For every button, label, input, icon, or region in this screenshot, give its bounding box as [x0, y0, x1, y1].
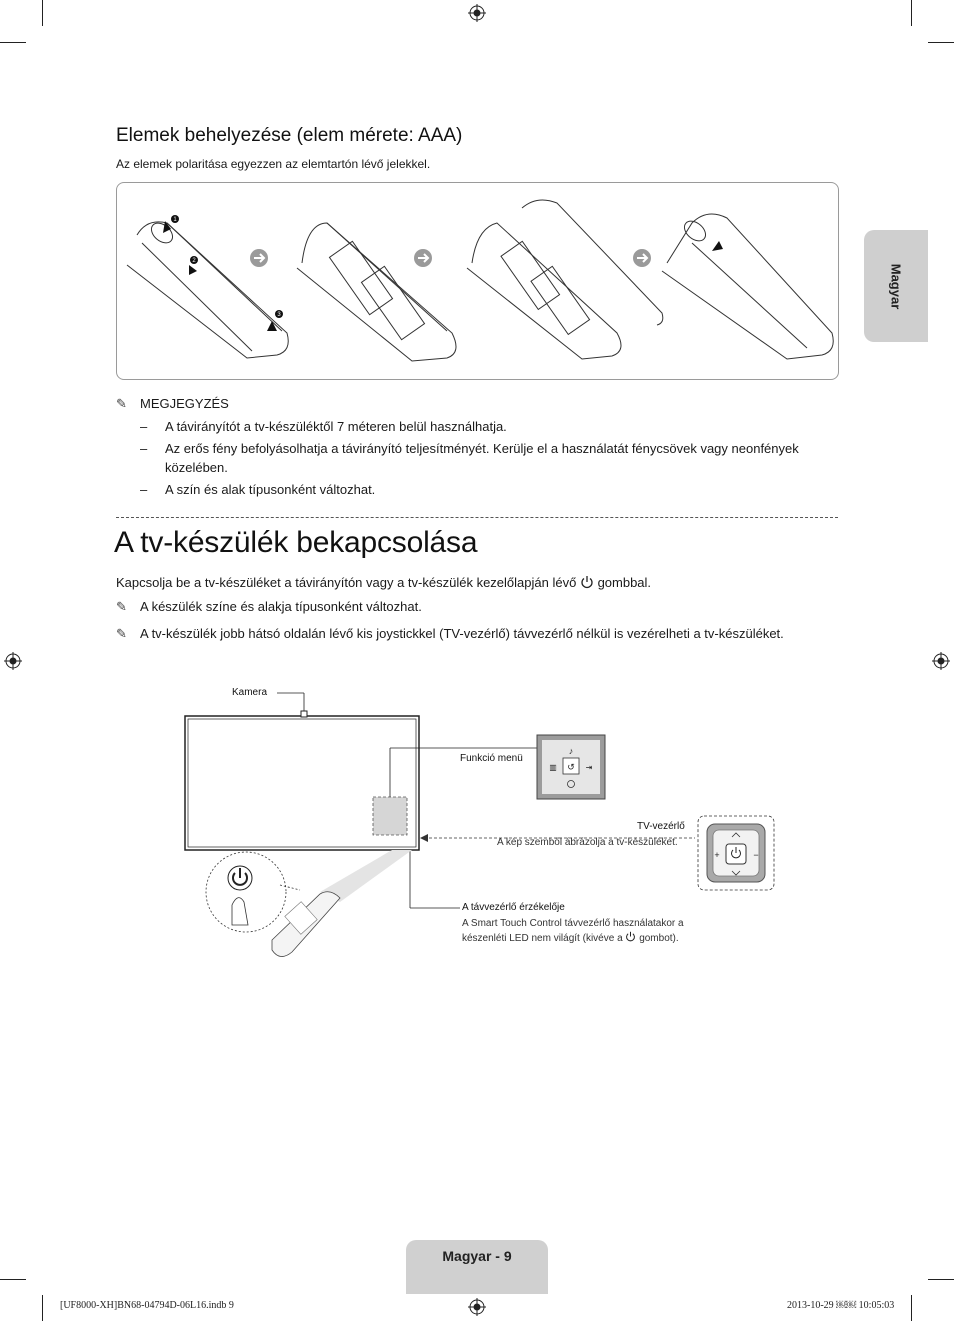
remote-sensor-text-before-icon: készenléti LED nem világít (kivéve a [462, 933, 623, 944]
language-side-tab [864, 230, 928, 342]
note-item-continuation: közelében. [165, 460, 228, 475]
svg-text:♪: ♪ [568, 746, 574, 756]
remote-sensor-label: A távvezérlő érzékelője [462, 902, 565, 913]
power-icon [580, 575, 594, 589]
page-number-tab [406, 1240, 548, 1294]
bullet-dash: – [140, 419, 148, 434]
footer-file-info: [UF8000-XH]BN68-04794D-06L16.indb 9 [60, 1300, 234, 1311]
camera-label: Kamera [232, 687, 268, 698]
battery-insertion-illustration [117, 183, 838, 379]
registration-mark-icon [468, 1298, 486, 1316]
tv-controller-caption: A kép szemből ábrázolja a tv-készüléket. [497, 837, 678, 848]
note-heading: MEGJEGYZÉS [140, 396, 229, 411]
power-intro-text: Kapcsolja be a tv-készüléket a távirányítón vagy a tv-készülék kezelőlapján lévő [116, 575, 577, 590]
battery-section-title: Elemek behelyezése (elem mérete: AAA) [116, 125, 463, 146]
svg-text:▥: ▥ [549, 763, 557, 772]
remote-sensor-text: A Smart Touch Control távvezérlő használatakor a [462, 918, 684, 929]
function-menu-area [373, 797, 407, 835]
page-number: Magyar - 9 [442, 1248, 512, 1264]
crop-mark [911, 1295, 912, 1321]
remote-sensor-text-after-icon: gombot). [639, 933, 679, 944]
next-step-arrow-icon [250, 249, 268, 267]
battery-illustration-panel [116, 182, 839, 380]
camera-icon [301, 711, 307, 717]
crop-mark [42, 1295, 43, 1321]
crop-mark [928, 42, 954, 43]
note-item: A távirányítót a tv-készüléktől 7 méteren belül használhatja. [165, 419, 507, 434]
crop-mark [911, 0, 912, 26]
next-step-arrow-icon [633, 249, 651, 267]
crop-mark [42, 0, 43, 26]
registration-mark-icon [932, 652, 950, 670]
power-intro-text-end: gombbal. [597, 575, 652, 590]
joystick-plus: + [714, 850, 720, 860]
step-number: 2 [192, 258, 196, 264]
battery-section-subtitle: Az elemek polaritása egyezzen az elemtartón lévő jelekkel. [116, 157, 431, 171]
power-icon [625, 931, 636, 942]
crop-mark [928, 1279, 954, 1280]
registration-mark-icon [468, 4, 486, 22]
registration-mark-icon [4, 652, 22, 670]
note-item: A szín és alak típusonként változhat. [165, 482, 376, 497]
power-section-title: A tv-készülék bekapcsolása [114, 526, 478, 559]
svg-text:↺: ↺ [567, 762, 575, 772]
next-step-arrow-icon [414, 249, 432, 267]
svg-text:⇥: ⇥ [585, 763, 593, 772]
note-pencil-icon: ✎ [116, 396, 127, 411]
power-note: A készülék színe és alakja típusonként változhat. [140, 599, 422, 614]
crop-mark [0, 1279, 26, 1280]
footer-timestamp: 2013-10-29 ￼￼ 10:05:03 [787, 1300, 895, 1311]
power-intro [116, 575, 651, 590]
bullet-dash: – [140, 482, 148, 497]
note-item: Az erős fény befolyásolhatja a távirányító teljesítményét. Kerülje el a használatát fénycsövek vagy neonfények [165, 441, 799, 456]
step-number: 3 [277, 312, 281, 318]
remote-sensor-text-line2 [462, 931, 679, 946]
tv-controller-label: TV-vezérlő [637, 821, 685, 832]
crop-mark [0, 42, 26, 43]
function-menu-label: Funkció menü [460, 753, 523, 764]
side-tab-label: Magyar [888, 263, 904, 309]
joystick-minus: − [753, 850, 759, 860]
step-number: 1 [173, 217, 177, 223]
power-note: A tv-készülék jobb hátsó oldalán lévő kis joystickkel (TV-vezérlő) távvezérlő nélkül is vezérelheti a tv-készüléket. [140, 626, 784, 641]
note-pencil-icon: ✎ [116, 599, 127, 614]
section-divider [116, 517, 838, 518]
note-pencil-icon: ✎ [116, 626, 127, 641]
bullet-dash: – [140, 441, 148, 456]
